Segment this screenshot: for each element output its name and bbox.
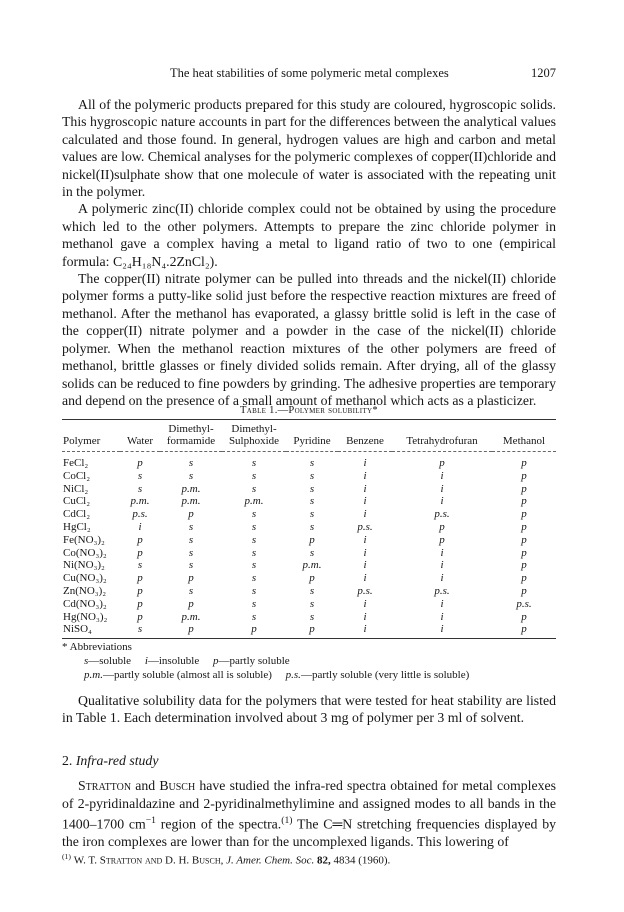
section-title: Infra-red study [75,753,159,768]
solubility-cell: i [363,597,367,610]
solubility-cell: p [137,572,143,585]
section-number: 2. [62,753,73,768]
paragraph-table-ref: Qualitative solubility data for the polymers that were tested for heat stability are listed in Table 1. Each determination involved about 3 mg of polymer per 3 ml of solvent. [62,693,556,726]
solubility-cell: i [363,533,367,546]
solubility-cell: s [251,610,257,623]
footnote-authors: W. T. Stratton and D. H. Busch, [73,854,224,867]
solubility-cell: p [286,623,338,638]
solubility-cell: i [363,482,367,495]
abbreviations-title: * Abbreviations [62,641,132,653]
solubility-cell: i [363,469,367,482]
solubility-cell: s [309,584,315,597]
table-row [62,623,556,638]
paragraph-zinc-chloride [62,200,556,270]
empirical-formula: C₂₄H₁₈N₄.2ZnCl₂). [112,253,218,269]
abbr-code-s: s [84,655,89,667]
table-reference-paragraph [62,692,556,727]
solubility-cell: s [309,546,315,559]
header-dmso-line2: Sulphoxide [222,435,286,451]
solubility-cell: s [251,469,257,482]
solubility-cell: s [188,457,194,469]
solubility-cell: p [439,457,445,469]
solubility-cell: i [363,559,367,572]
solubility-cell: p [439,520,445,533]
solubility-cell: p [521,495,527,508]
infrared-text-a: have studied the infra-red spectra obtained for metal complexes of 2-pyridinaldazine and 2-pyridinalmethylimine and assigned modes to all bands in the 1400–1700 cm [62,778,556,832]
solubility-cell: s [188,469,194,482]
solubility-cell: s [251,482,257,495]
solubility-cell: s [309,495,315,508]
solubility-cell: s [309,482,315,495]
solubility-cell: p [521,457,527,469]
polymer-name-cell: Zn(NO₃)₂ [63,584,107,597]
header-pyridine: Pyridine [286,435,338,451]
solubility-cell: i [440,610,444,623]
header-polymer: Polymer [62,435,120,451]
solubility-cell: i [440,572,444,585]
polymer-name-cell: Cd(NO₃)₂ [63,597,107,610]
solubility-cell: s [137,469,143,482]
solubility-cell: p [521,559,527,572]
solubility-cell: s [251,533,257,546]
solubility-cell: i [440,597,444,610]
solubility-cell: s [188,546,194,559]
solubility-cell: p [521,533,527,546]
solubility-cell: i [392,623,492,638]
solubility-cell: p.s. [132,508,148,521]
solubility-cell: p [222,623,286,638]
solubility-cell: p [521,482,527,495]
solubility-cell: p.m. [181,495,201,508]
and-word: and [135,778,156,794]
table-caption: Table 1.—Polymer solubility* [240,405,378,416]
solubility-cell: s [251,457,257,469]
solubility-cell: p [521,584,527,597]
solubility-cell: p [521,572,527,585]
solubility-cell: p [309,572,315,585]
table-body [62,451,556,638]
footnote-marker: (1) [62,852,71,861]
header-benzene: Benzene [338,435,392,451]
infrared-text-c: The C═N stretching frequencies displayed by the iron complexes are lower than for the uncomplexed ligands. This lowering of [62,816,556,850]
solubility-cell: p.m. [130,495,150,508]
solubility-cell: p [188,572,194,585]
header-dmf-line2: formamide [160,435,222,451]
solubility-cell: s [188,559,194,572]
footnote [62,852,556,867]
table-row [62,546,556,559]
solubility-cell: p.m. [302,559,322,572]
paragraph-infrared [62,777,556,850]
table-row [62,585,556,598]
polymer-name-cell: Co(NO₃)₂ [63,546,107,559]
abbr-code-p: p [212,655,219,667]
solubility-cell: i [363,457,367,469]
solubility-cell: p.s. [434,584,450,597]
solubility-cell: i [440,469,444,482]
page-number: 1207 [531,66,556,80]
solubility-cell: p [521,546,527,559]
table-row [62,559,556,572]
table-row [62,482,556,495]
solubility-cell: s [251,508,257,521]
solubility-cell: p.m. [181,610,201,623]
table-row [62,534,556,547]
solubility-cell: p.s. [516,597,532,610]
solubility-cell: p [521,469,527,482]
reference-marker: (1) [281,815,293,827]
polymer-name-cell: CoCl₂ [63,469,91,482]
solubility-cell: s [251,597,257,610]
section-heading [62,752,556,769]
solubility-cell: s [137,482,143,495]
polymer-name-cell: Hg(NO₃)₂ [63,610,108,623]
solubility-cell: s [309,597,315,610]
solubility-cell: i [440,495,444,508]
solubility-cell: s [309,610,315,623]
solubility-cell: p.m. [244,495,264,508]
table-row [62,495,556,508]
solubility-cell: p.s. [434,508,450,521]
abbreviations-line-1 [62,654,556,668]
solubility-cell: s [309,469,315,482]
solubility-cell: p [137,546,143,559]
solubility-cell: s [251,559,257,572]
header-dmf-line1: Dimethyl- [160,420,222,436]
abbreviations-note [62,640,556,682]
abbr-text-i: —insoluble [147,655,200,667]
solubility-cell: p [188,508,194,521]
paragraph-zinc-text: A polymeric zinc(II) chloride complex could not be obtained by using the procedure which led to the other polymers. Attempts to prepare the zinc chloride polymer in methanol gave a complex having a metal to ligand ratio of two to one (empirical formula: [62,201,556,269]
table-row [62,610,556,623]
running-title: The heat stabilities of some polymeric metal complexes [170,66,449,80]
solubility-cell: s [188,584,194,597]
solubility-cell: s [251,520,257,533]
header-thf: Tetrahydrofuran [392,435,492,451]
solubility-cell: s [251,546,257,559]
solubility-cell: i [440,482,444,495]
unit-superscript: −1 [145,815,157,827]
solubility-cell: p.s. [357,584,373,597]
solubility-table [62,419,556,639]
table-row [62,572,556,585]
abbr-text-p: —partly soluble [218,655,290,667]
solubility-cell: s [251,584,257,597]
header-methanol: Methanol [492,435,556,451]
solubility-cell: s [188,533,194,546]
footnote-volume: 82, [316,854,331,867]
solubility-cell: i [363,572,367,585]
table-row [62,598,556,611]
solubility-cell: s [309,457,315,469]
solubility-cell: i [338,623,392,638]
polymer-name-cell: CdCl₂ [63,508,91,521]
solubility-cell: s [188,520,194,533]
abbr-code-i: i [144,655,148,667]
solubility-cell: p.m. [181,482,201,495]
table-row [62,470,556,483]
author-busch: Busch [159,778,196,794]
solubility-cell: p [521,508,527,521]
solubility-cell: i [440,559,444,572]
infrared-section [62,752,556,851]
solubility-cell: p [137,597,143,610]
table-row [62,451,556,469]
solubility-cell: p [160,623,222,638]
polymer-name-cell: CuCl₂ [63,495,91,508]
paragraph-hygroscopic: All of the polymeric products prepared for this study are coloured, hygroscopic solids. This hygroscopic nature accounts in part for the differences between the analytical values calculated and those found. In general, hydrogen values are high and carbon and metal values are low. Chemical analyses for the polymeric complexes of copper(II)chloride and nickel(II)sulphate show that one molecule of water is associated with the repeating unit in the polymer. [62,97,556,200]
table-row [62,508,556,521]
solubility-cell: s [120,623,160,638]
solubility-cell: p [309,533,315,546]
solubility-cell: p [439,533,445,546]
abbreviations-line-2 [62,668,556,682]
author-stratton: Stratton [78,778,132,794]
infrared-text-b: region of the spectra. [156,816,282,832]
table-row [62,521,556,534]
polymer-name-cell: Ni(NO₃)₂ [63,559,105,572]
solubility-cell: s [137,559,143,572]
abbr-text-pm: —partly soluble (almost all is soluble) [102,669,272,681]
polymer-name-cell: NiCl₂ [63,482,89,495]
footnote-pages: 4834 (1960). [333,854,391,867]
solubility-cell: s [309,508,315,521]
solubility-cell: p [137,533,143,546]
solubility-cell: i [363,546,367,559]
polymer-name-cell: NiSO₄ [62,623,120,638]
polymer-name-cell: Cu(NO₃)₂ [63,572,107,585]
abbr-code-ps: p.s. [285,669,301,681]
solubility-cell: p.s. [357,520,373,533]
solubility-cell: i [363,508,367,521]
abbr-text-s: —soluble [88,655,132,667]
solubility-cell: p [492,623,556,638]
solubility-cell: i [440,546,444,559]
solubility-cell: i [138,520,142,533]
solubility-cell: p [137,610,143,623]
solubility-cell: s [309,520,315,533]
polymer-name-cell: HgCl₂ [63,520,91,533]
intro-paragraphs [62,96,556,409]
solubility-cell: p [521,520,527,533]
solubility-cell: p [137,457,143,469]
solubility-cell: i [363,495,367,508]
paragraph-threads: The copper(II) nitrate polymer can be pulled into threads and the nickel(II) chloride polymer forms a putty-like solid just before the respective reaction mixtures are freed of methanol. After the methanol has evaporated, a glassy brittle solid is left in the case of the copper(II) nitrate polymer and a powder in the case of the nickel(II) chloride polymer. When the methanol reaction mixtures of the other polymers are freed of methanol, brittle glasses or finely divided solids remain. After drying, all of the glassy solids can be reduced to fine powders by grinding. The adhesive properties are temporary and depend on the presence of a small amount of methanol which acts as a plasticizer. [62,271,556,408]
solubility-cell: s [251,572,257,585]
footnote-journal: J. Amer. Chem. Soc. [226,854,315,867]
header-dmso-line1: Dimethyl- [222,420,286,436]
abbr-text-ps: —partly soluble (very little is soluble) [300,669,470,681]
solubility-table-block [62,405,556,639]
polymer-name-cell: Fe(NO₃)₂ [63,533,105,546]
solubility-cell: i [363,610,367,623]
solubility-cell: p [137,584,143,597]
abbr-code-pm: p.m. [84,669,103,681]
solubility-cell: p [188,597,194,610]
solubility-cell: p [521,610,527,623]
header-water: Water [120,435,160,451]
polymer-name-cell: FeCl₂ [63,457,89,469]
